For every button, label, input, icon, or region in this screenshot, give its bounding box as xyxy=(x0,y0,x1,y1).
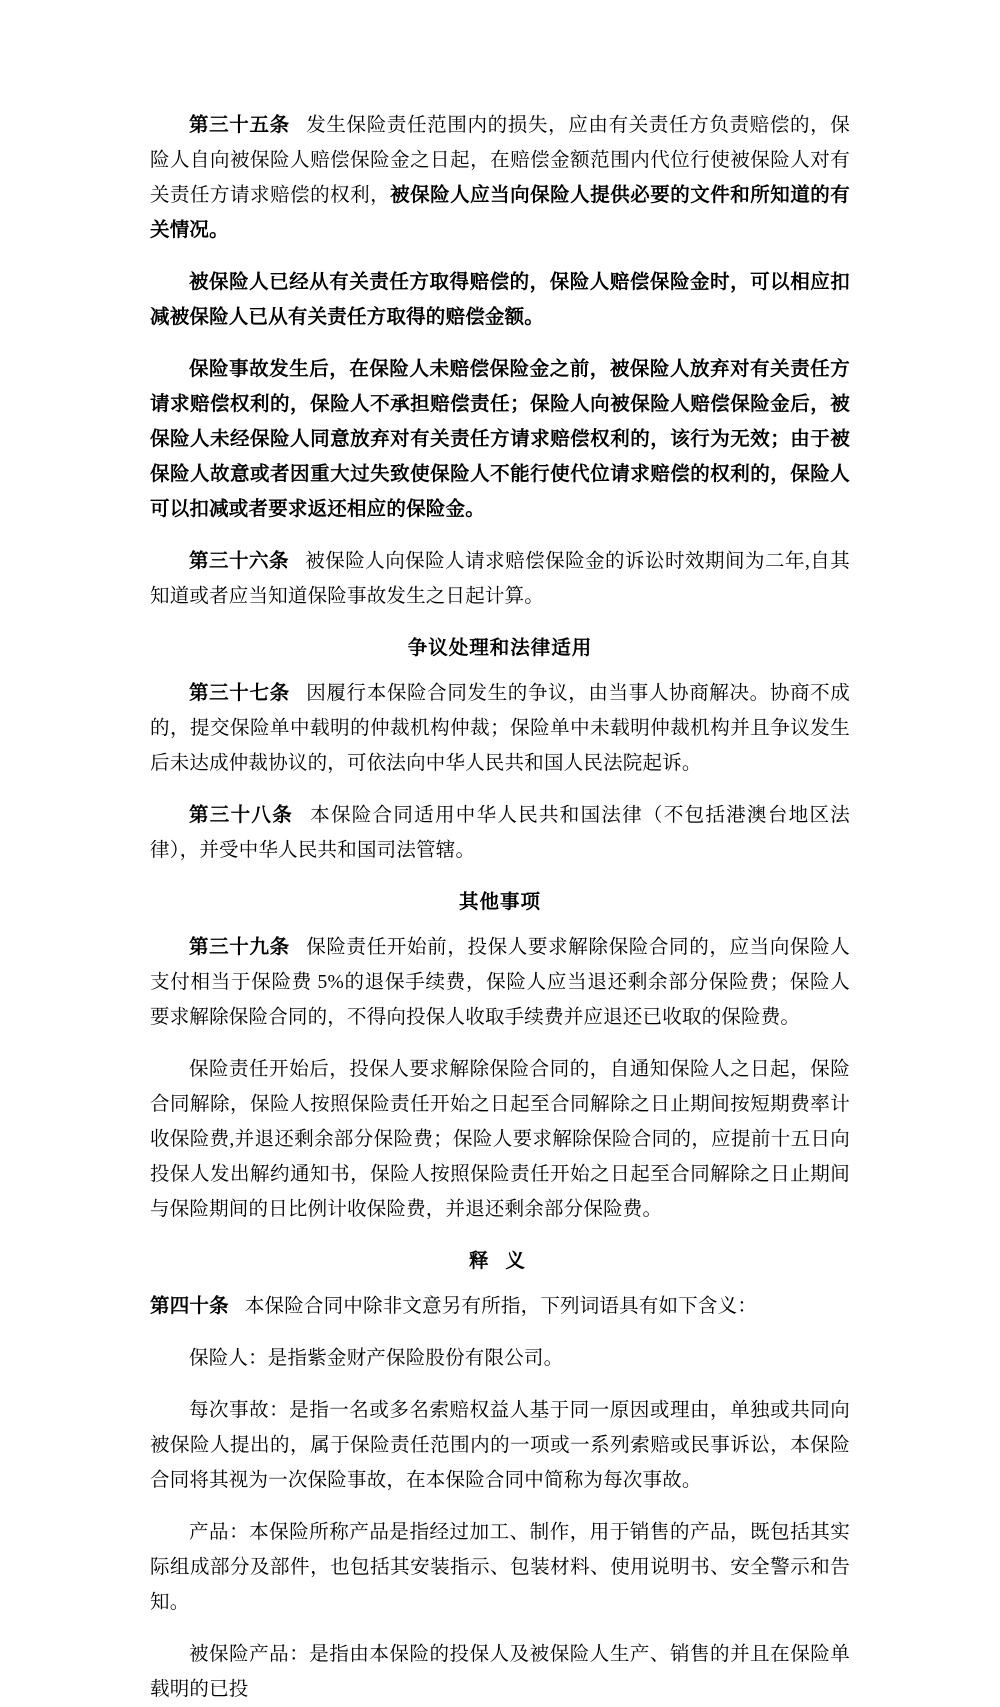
paragraph-run: 因履行本保险合同发生的争议，由当事人协商解决。协商不成的，提交保险单中载明的仲裁机构仲裁；保险单中未载明仲裁机构并且争议发生后未达成仲裁协议的，可依法向中华人民共和国人民法院起诉。 xyxy=(150,683,850,774)
paragraph-run: 本保险合同适用中华人民共和国法律（不包括港澳台地区法律），并受中华人民共和国司法管辖。 xyxy=(150,805,850,861)
section-heading: 其他事项 xyxy=(458,892,541,913)
paragraph-run: 保险责任开始前，投保人要求解除保险合同的，应当向保险人支付相当于保险费 5%的退保手续费，保险人应当退还剩余部分保险费；保险人要求解除保险合同的，不得向投保人收取手续费并应退还已收取的保险费。 xyxy=(150,937,850,1028)
paragraph-run: 被保险人已经从有关责任方取得赔偿的，保险人赔偿保险金时，可以相应扣减被保险人已从有关责任方取得的赔偿金额。 xyxy=(150,272,850,328)
paragraph-run: 被保险人向保险人请求赔偿保险金的诉讼时效期间为二年,自其知道或者应当知道保险事故发生之日起计算。 xyxy=(150,551,850,607)
paragraph-run: 本保险合同中除非文意另有所指，下列词语具有如下含义： xyxy=(244,1296,758,1317)
paragraph xyxy=(150,930,850,1035)
paragraph-run: 被保险人应当向保险人提供必要的文件和所知道的有关情况。 xyxy=(150,185,850,241)
paragraph xyxy=(150,798,850,868)
paragraph xyxy=(150,1637,850,1707)
paragraph xyxy=(150,352,850,527)
paragraph-run: 每次事故：是指一名或多名索赔权益人基于同一原因或理由，单独或共同向被保险人提出的，属于保险责任范围内的一项或一系列索赔或民事诉讼，本保险合同将其视为一次保险事故，在本保险合同中简称为每次事故。 xyxy=(150,1400,850,1491)
paragraph-run: 保险人：是指紫金财产保险股份有限公司。 xyxy=(189,1348,564,1369)
paragraph xyxy=(150,544,850,614)
section-heading: 释 义 xyxy=(469,1251,531,1272)
section-heading: 争议处理和法律适用 xyxy=(407,638,593,659)
paragraph xyxy=(150,265,850,335)
article-label: 第三十六条 xyxy=(189,551,289,572)
paragraph xyxy=(150,1341,850,1376)
paragraph xyxy=(150,1289,850,1324)
paragraph xyxy=(150,1052,850,1227)
article-label: 第三十五条 xyxy=(189,115,290,136)
article-label: 第四十条 xyxy=(150,1296,229,1317)
paragraph xyxy=(150,108,850,248)
paragraph-run: 保险责任开始后，投保人要求解除保险合同的，自通知保险人之日起，保险合同解除，保险人按照保险责任开始之日起至合同解除之日止期间按短期费率计收保险费,并退还剩余部分保险费；保险人要求解除保险合同的，应提前十五日向投保人发出解约通知书，保险人按照保险责任开始之日起至合同解除之日止期间与保险期间的日比例计收保险费，并退还剩余部分保险费。 xyxy=(150,1059,850,1220)
paragraph xyxy=(150,676,850,781)
article-label: 第三十八条 xyxy=(189,805,294,826)
paragraph-run: 产品：本保险所称产品是指经过加工、制作，用于销售的产品，既包括其实际组成部分及部件，也包括其安装指示、包装材料、使用说明书、安全警示和告知。 xyxy=(150,1522,850,1613)
document-body xyxy=(150,108,850,1707)
paragraph-run: 保险事故发生后，在保险人未赔偿保险金之前，被保险人放弃对有关责任方请求赔偿权利的，保险人不承担赔偿责任；保险人向被保险人赔偿保险金后，被保险人未经保险人同意放弃对有关责任方请求赔偿权利的，该行为无效；由于被保险人故意或者因重大过失致使保险人不能行使代位请求赔偿的权利的，保险人可以扣减或者要求返还相应的保险金。 xyxy=(150,359,850,520)
paragraph xyxy=(150,1515,850,1620)
article-label: 第三十七条 xyxy=(189,683,290,704)
paragraph-run: 发生保险责任范围内的损失，应由有关责任方负责赔偿的，保险人自向被保险人赔偿保险金之日起，在赔偿金额范围内代位行使被保险人对有关责任方请求赔偿的权利， xyxy=(150,115,850,206)
article-label: 第三十九条 xyxy=(189,937,290,958)
paragraph-run: 被保险产品：是指由本保险的投保人及被保险人生产、销售的并且在保险单载明的已投 xyxy=(150,1644,850,1700)
paragraph xyxy=(150,1393,850,1498)
